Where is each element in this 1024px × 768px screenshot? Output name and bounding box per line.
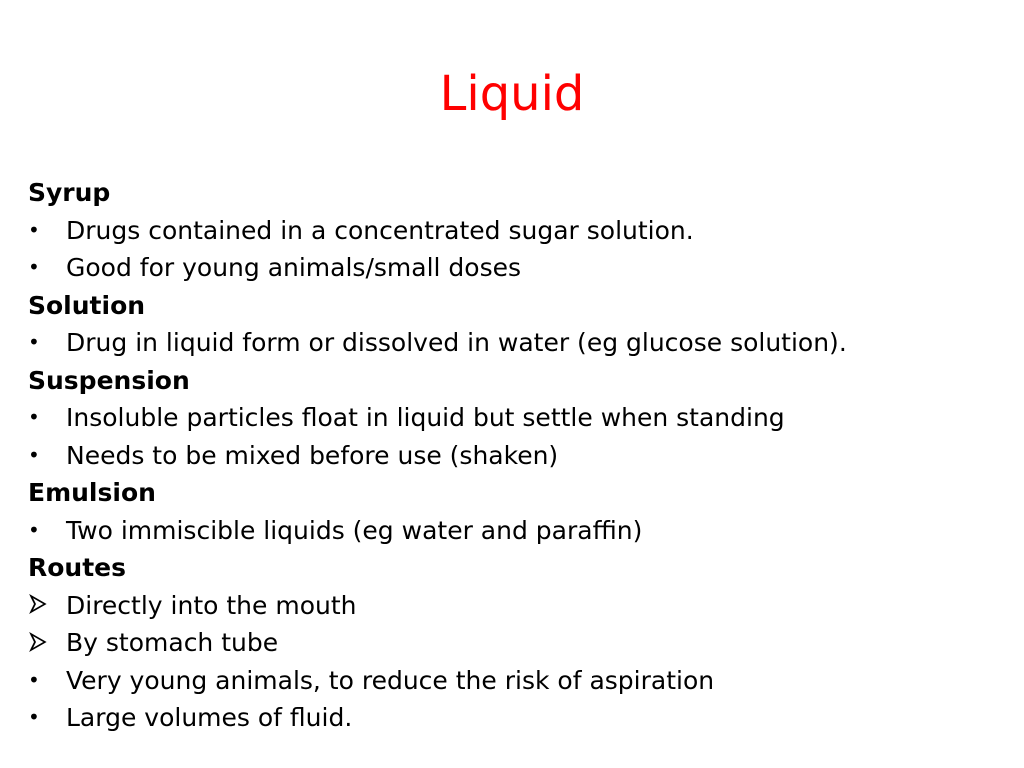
list-item [28,212,998,250]
bullet-icon: • [28,405,40,429]
bullet-icon: • [28,217,40,242]
list-item [28,624,998,662]
list-item-text: Directly into the mouth [66,590,357,620]
list-item-text: Insoluble particles float in liquid but settle when standing [66,403,785,432]
section-heading-syrup: Syrup [28,178,111,207]
list-item-text: Needs to be mixed before use (shaken) [66,440,559,470]
list-item-text: Good for young animals/small doses [66,253,522,282]
bullet-icon: • [28,517,40,542]
list-item-text: Drugs contained in a concentrated sugar solution. [66,215,694,245]
bullet-icon: • [28,255,40,279]
list-item [28,399,998,437]
arrow-bullet-icon [28,624,56,662]
bullet-icon: • [28,442,40,467]
bullet-icon: • [28,705,40,729]
list-item-text: By stomach tube [66,628,279,657]
list-item [28,587,998,625]
bullet-icon: • [28,330,40,354]
list-item [28,699,998,737]
section-heading-routes: Routes [28,553,127,582]
section-heading-emulsion: Emulsion [28,478,156,507]
arrow-bullet-icon [28,587,56,625]
bullet-icon: • [28,667,40,692]
list-item-text: Very young animals, to reduce the risk of aspiration [66,665,715,695]
section-heading-solution: Solution [28,290,146,320]
list-item [28,437,998,475]
slide-title: Liquid [439,66,585,122]
list-item-text: Two immiscible liquids (eg water and paraffin) [66,515,643,545]
list-item [28,249,998,287]
list-item-text: Drug in liquid form or dissolved in water (eg glucose solution). [66,328,847,357]
list-item [28,662,998,700]
list-item [28,324,998,362]
list-item [28,512,998,550]
section-heading-suspension: Suspension [28,365,190,395]
slide-body [28,174,998,737]
list-item-text: Large volumes of fluid. [66,703,353,732]
